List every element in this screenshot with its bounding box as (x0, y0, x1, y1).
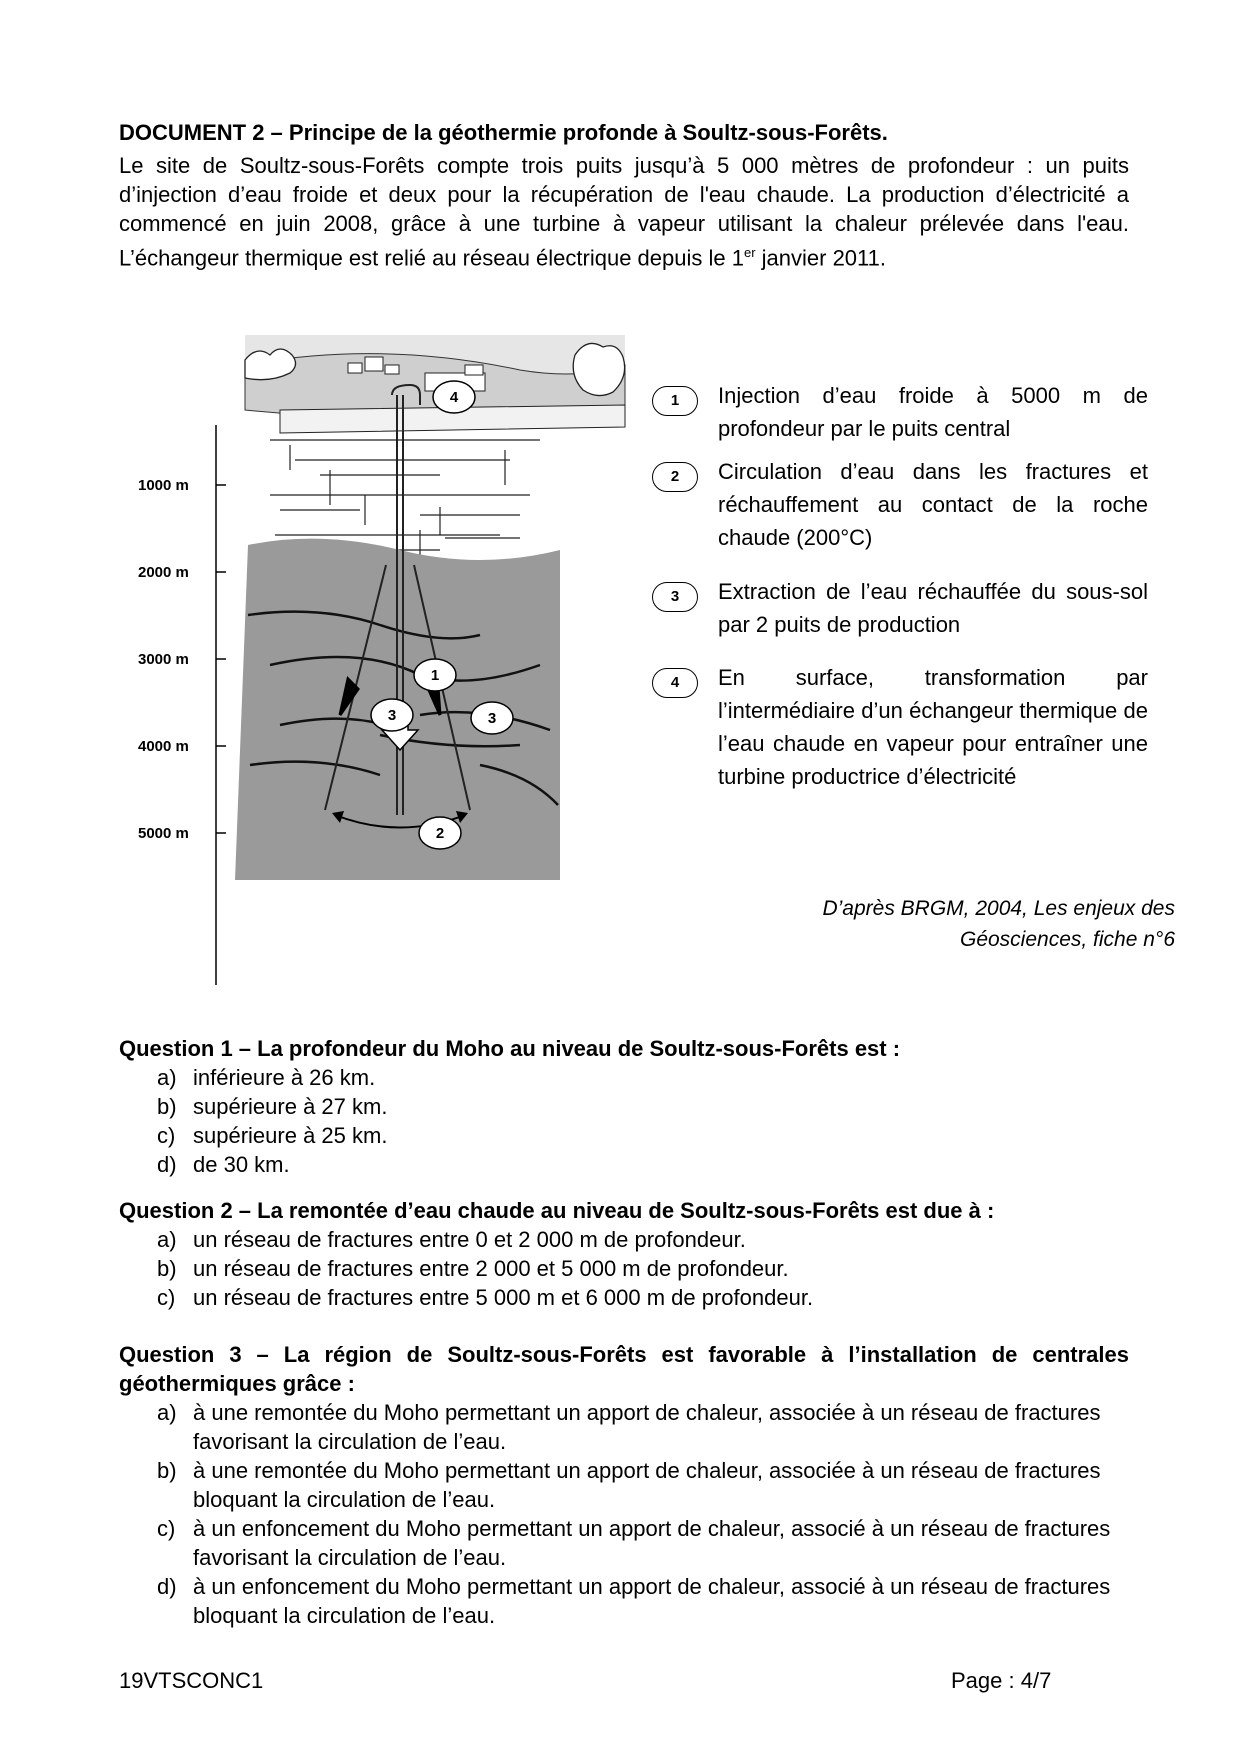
intro-text: Le site de Soultz-sous-Forêts compte trois puits jusqu’à 5 000 mètres de profondeur : un puits d’injection d’eau froide et deux pour la récupération de l'eau chaude. La production d’électricité a commencé en juin 2008, grâce à une turbine à vapeur utilisant la chaleur prélevée dans l'eau. L’échangeur thermique est relié au réseau électrique depuis le 1 (119, 153, 1129, 271)
option-text: à un enfoncement du Moho permettant un apport de chaleur, associé à un réseau de fractures bloquant la circulation de l’eau. (193, 1574, 1111, 1628)
legend-text-2: Circulation d’eau dans les fractures et réchauffement au contact de la roche chaude (200°C) (718, 459, 1148, 550)
option-3b[interactable] (119, 1456, 1129, 1514)
question-1 (119, 1034, 1129, 1179)
legend-text-1: Injection d’eau froide à 5000 m de profondeur par le puits central (718, 383, 1148, 441)
question-1-title: Question 1 – La profondeur du Moho au niveau de Soultz-sous-Forêts est : (119, 1036, 901, 1061)
option-letter: b) (157, 1458, 177, 1483)
option-text: à une remontée du Moho permettant un apport de chaleur, associée à un réseau de fractures favorisant la circulation de l’eau. (193, 1400, 1101, 1454)
marker-1: 1 (430, 667, 440, 684)
legend-number-4: 4 (652, 668, 698, 698)
question-3-title: Question 3 – La région de Soultz-sous-Forêts est favorable à l’installation de centrales géothermiques grâce : (119, 1342, 1129, 1396)
question-2-options (119, 1225, 1129, 1312)
option-letter: b) (157, 1094, 177, 1119)
legend-number-1: 1 (652, 386, 698, 416)
option-2c[interactable] (119, 1283, 1129, 1312)
legend-number-3: 3 (652, 582, 698, 612)
document-title: DOCUMENT 2 – Principe de la géothermie profonde à Soultz-sous-Forêts. (119, 120, 888, 145)
diagram-source (675, 893, 1175, 955)
marker-3-left: 3 (387, 707, 397, 724)
marker-3-right: 3 (487, 710, 497, 727)
option-text: supérieure à 27 km. (193, 1094, 388, 1119)
option-2b[interactable] (119, 1254, 1129, 1283)
question-2-title: Question 2 – La remontée d’eau chaude au niveau de Soultz-sous-Forêts est due à : (119, 1198, 995, 1223)
marker-2: 2 (435, 825, 445, 842)
source-line-1: D’après BRGM, 2004, Les enjeux des (822, 897, 1175, 920)
option-letter: c) (157, 1516, 176, 1541)
question-1-options (119, 1063, 1129, 1179)
option-text: de 30 km. (193, 1152, 290, 1177)
option-letter: a) (157, 1227, 177, 1252)
option-1a[interactable] (119, 1063, 1129, 1092)
option-text: à un enfoncement du Moho permettant un apport de chaleur, associé à un réseau de fractures favorisant la circulation de l’eau. (193, 1516, 1111, 1570)
legend-text-3: Extraction de l’eau réchauffée du sous-sol par 2 puits de production (718, 579, 1148, 637)
intro-superscript: er (743, 245, 756, 260)
option-3a[interactable] (119, 1398, 1129, 1456)
option-3c[interactable] (119, 1514, 1129, 1572)
geothermal-diagram (120, 335, 640, 990)
depth-label-2000: 2000 m (138, 564, 189, 581)
option-letter: d) (157, 1574, 177, 1599)
option-text: un réseau de fractures entre 5 000 m et 6 000 m de profondeur. (193, 1285, 814, 1310)
depth-ticks (216, 485, 226, 833)
option-text: un réseau de fractures entre 0 et 2 000 m de profondeur. (193, 1227, 746, 1252)
question-3 (119, 1340, 1129, 1630)
footer-code: 19VTSCONC1 (119, 1668, 264, 1693)
option-text: à une remontée du Moho permettant un apport de chaleur, associée à un réseau de fractures bloquant la circulation de l’eau. (193, 1458, 1101, 1512)
option-3d[interactable] (119, 1572, 1129, 1630)
depth-label-3000: 3000 m (138, 651, 189, 668)
option-letter: a) (157, 1400, 177, 1425)
option-letter: c) (157, 1123, 176, 1148)
option-letter: a) (157, 1065, 177, 1090)
option-letter: b) (157, 1256, 177, 1281)
option-letter: d) (157, 1152, 177, 1177)
question-2 (119, 1196, 1129, 1312)
option-1b[interactable] (119, 1092, 1129, 1121)
intro-paragraph (119, 151, 1129, 272)
legend-text-4: En surface, transformation par l’intermédiaire d’un échangeur thermique de l’eau chaude en vapeur pour entraîner une turbine productrice d’électricité (718, 665, 1148, 789)
option-text: un réseau de fractures entre 2 000 et 5 000 m de profondeur. (193, 1256, 789, 1281)
option-2a[interactable] (119, 1225, 1129, 1254)
question-3-options (119, 1398, 1129, 1630)
source-line-2: Géosciences, fiche n°6 (959, 928, 1175, 951)
option-text: supérieure à 25 km. (193, 1123, 388, 1148)
option-1c[interactable] (119, 1121, 1129, 1150)
marker-4: 4 (449, 389, 459, 406)
intro-text-end: janvier 2011. (755, 245, 886, 271)
tree-right (573, 343, 624, 395)
depth-label-4000: 4000 m (138, 738, 189, 755)
depth-label-5000: 5000 m (138, 825, 189, 842)
option-letter: c) (157, 1285, 176, 1310)
page-number: Page : 4/7 (951, 1668, 1052, 1693)
option-1d[interactable] (119, 1150, 1129, 1179)
depth-label-1000: 1000 m (138, 477, 189, 494)
legend-number-2: 2 (652, 462, 698, 492)
option-text: inférieure à 26 km. (193, 1065, 376, 1090)
